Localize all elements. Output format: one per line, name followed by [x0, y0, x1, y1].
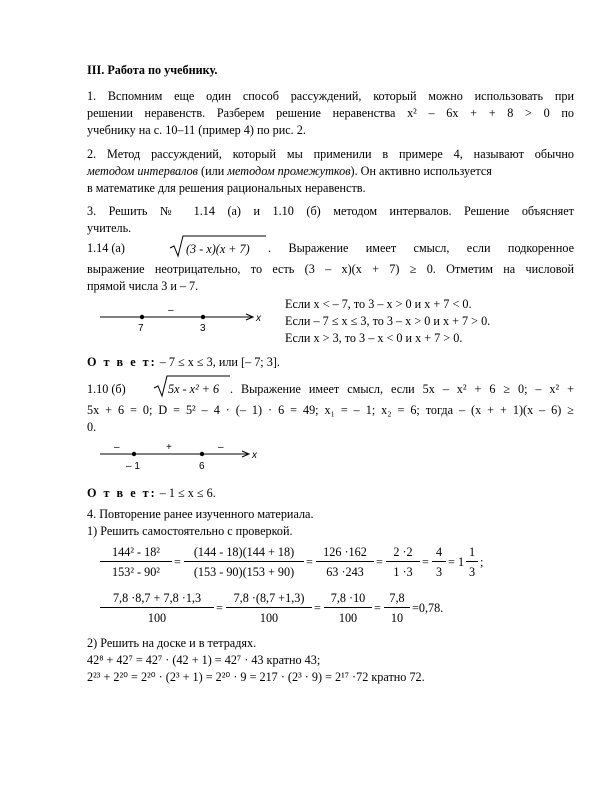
label-minus7: 7 [138, 323, 144, 334]
term-interval-method: методом интервалов [87, 164, 198, 178]
calc1-num1: 144² - 18² [112, 545, 160, 559]
calc2-num3: 7,8 ·10 [330, 591, 366, 605]
calc2-den4: 10 [390, 611, 404, 625]
sign-minus: – [168, 305, 174, 316]
sign-middle: + [166, 442, 172, 453]
ex110-radicand: 5x - x² + 6 [168, 382, 220, 396]
ex114-case1: Если x < – 7, то 3 – x > 0 и x + 7 < 0. [285, 297, 472, 311]
p4-line1: 4. Повторение ранее изученного материала. [87, 507, 314, 521]
ex110-answer: О т в е т: – 1 ≤ x ≤ 6. [87, 486, 216, 500]
ex114-case3: Если x > 3, то 3 – x < 0 и x + 7 > 0. [285, 331, 463, 345]
label-minus1: – 1 [126, 461, 140, 472]
calc1-num5: 4 [435, 545, 443, 559]
ex110-line1: . Выражение имеет смысл, если 5x – x² + 6 ≥ 0; – x² + [230, 382, 574, 396]
p1-line3: учебнику на с. 10–11 (пример 4) по рис. 2. [87, 123, 306, 137]
calc1-den6: 3 [468, 565, 476, 579]
point-3 [201, 315, 205, 319]
calc1-num3: 126 ·162 [323, 545, 367, 559]
calc1-num2: (144 - 18)(144 + 18) [193, 545, 295, 559]
axis-x-label: x [252, 450, 257, 461]
p5-line3: 2²³ + 2²⁰ = 2²⁰ · (2³ + 1) = 2²⁰ · 9 = 217 · (2³ · 9) = 2¹⁷ ·72 кратно 72. [87, 670, 425, 684]
p5-line1: 2) Решить на доске и в тетрадях. [87, 636, 257, 650]
p2-line2: методом интервалов (или методом промежутков). Он активно используется [87, 164, 492, 178]
p4-line2: 1) Решить самостоятельно с проверкой. [87, 524, 293, 538]
axis-x-label: x [256, 313, 261, 324]
ex114-label: 1.14 (а) [87, 241, 125, 255]
calc1-den3: 63 ·243 [326, 565, 364, 579]
point-minus7 [140, 315, 144, 319]
calc2-num1: 7,8 ·8,7 + 7,8 ·1,3 [112, 591, 202, 605]
calc2-num2: 7,8 ·(8,7 +1,3) [233, 591, 305, 605]
ex110-line3: 0. [87, 420, 97, 434]
label-3: 3 [200, 323, 206, 334]
calc2-result: =0,78. [412, 601, 444, 615]
calc1-den4: 1 ·3 [393, 565, 413, 579]
ex114-radicand: (3 - x)(x + 7) [186, 242, 250, 256]
calc1-num4: 2 ·2 [393, 545, 413, 559]
section-heading: III. Работа по учебнику. [87, 63, 218, 77]
term-gap-method: методом промежутков [227, 164, 351, 178]
p5-line2: 42⁸ + 42⁷ = 42⁷ · (42 + 1) = 42⁷ · 43 кратно 43; [87, 653, 321, 667]
p1-line2: решении неравенств. Разберем решение неравенства x² – 6x + + 8 > 0 по [87, 106, 574, 120]
label-6: 6 [199, 461, 205, 472]
calc1-den5: 3 [435, 565, 443, 579]
ex114-answer: О т в е т: – 7 ≤ x ≤ 3, или [– 7; 3]. [87, 355, 280, 369]
calc2-den2: 100 [259, 611, 279, 625]
ex114-number-line [100, 303, 270, 337]
ex114-line3: прямой числа 3 и – 7. [87, 279, 199, 293]
ex114-line2: выражение неотрицательно, то есть (3 – x)(x + 7) ≥ 0. Отметим на числовой [87, 262, 574, 276]
ex110-label: 1.10 (б) [87, 382, 126, 396]
calc1-whole: 1 [458, 555, 465, 569]
calc2-den3: 100 [338, 611, 358, 625]
calc1-den1: 153² - 90² [112, 565, 160, 579]
calc2-den1: 100 [147, 611, 167, 625]
p2-line3: в математике для решения рациональных неравенств. [87, 181, 366, 195]
sign-right: – [218, 442, 224, 453]
sign-left: – [114, 442, 120, 453]
ex110-number-line [100, 438, 270, 474]
calc1-den2: (153 - 90)(153 + 90) [193, 565, 295, 579]
point-minus1 [132, 452, 136, 456]
ex110-line2: 5x + 6 = 0; D = 5² – 4 · (– 1) · 6 = 49; x₁ = – 1; x₂ = 6; тогда – (x + + 1)(x – 6) ≥ [87, 403, 574, 417]
p2-line1: 2. Метод рассуждений, который мы применили в примере 4, называют обычно [87, 147, 574, 161]
p3-line1: 3. Решить № 1.14 (а) и 1.10 (б) методом интервалов. Решение объясняет [87, 204, 574, 218]
ex114-line1: . Выражение имеет смысл, если подкоренное [268, 241, 574, 255]
calc1-num6: 1 [468, 545, 476, 559]
point-6 [200, 452, 204, 456]
ex114-case2: Если – 7 ≤ x ≤ 3, то 3 – x > 0 и x + 7 > 0. [285, 314, 491, 328]
p3-line2: учитель. [87, 221, 132, 235]
p1-line1: 1. Вспомним еще один способ рассуждений, который можно использовать при [87, 89, 574, 103]
calc2-num4: 7,8 [389, 591, 405, 605]
